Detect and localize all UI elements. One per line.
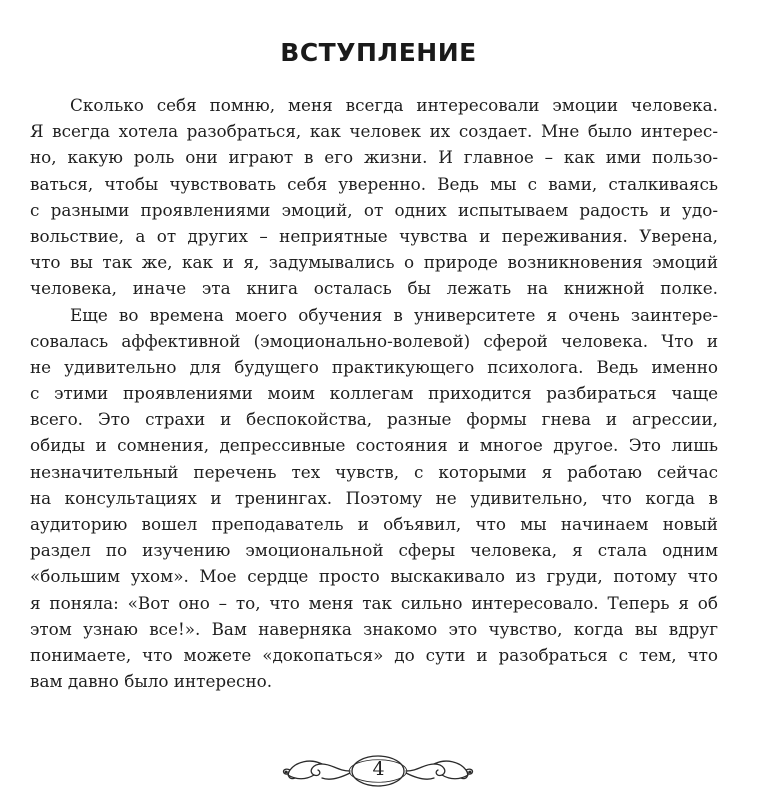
text-line: с этими проявлениями моим коллегам приходится разбираться чаще — [30, 383, 718, 404]
text-line: аудиторию вошел преподаватель и объявил, что мы начинаем новый — [30, 514, 718, 534]
text-line: ваться, чтобы чувствовать себя уверенно. Ведь мы с вами, сталкиваясь — [30, 173, 718, 194]
text-line: не удивительно для будущего практикующего психолога. Ведь именно — [30, 356, 718, 377]
page-number: 4 — [372, 758, 385, 780]
text-line: Я всегда хотела разобраться, как человек их создает. Мне было интерес- — [30, 121, 718, 142]
text-line: вольствие, а от других – неприятные чувства и переживания. Уверена, — [30, 225, 718, 246]
paragraph-2 — [30, 302, 718, 695]
text-line: всего. Это страхи и беспокойства, разные формы гнева и агрессии, — [30, 409, 718, 430]
chapter-title: ВСТУПЛЕНИЕ — [280, 38, 477, 67]
text-line: обиды и сомнения, депрессивные состояния и многое другое. Это лишь — [30, 435, 718, 456]
text-line: на консультациях и тренингах. Поэтому не удивительно, что когда в — [30, 487, 718, 508]
text-line: незначительный перечень тех чувств, с которыми я работаю сейчас — [30, 461, 718, 482]
text-line: вам давно было интересно. — [30, 671, 273, 692]
text-line: этом узнаю все!». Вам наверняка знакомо это чувство, когда вы вдруг — [30, 618, 718, 639]
text-line: раздел по изучению эмоциональной сферы человека, я стала одним — [30, 540, 718, 561]
text-line: с разными проявлениями эмоций, от одних испытываем радость и удо- — [30, 199, 718, 220]
body-text — [30, 92, 718, 694]
page-footer — [0, 748, 757, 798]
text-line: понимаете, что можете «докопаться» до сути и разобраться с тем, что — [30, 644, 718, 665]
text-line: что вы так же, как и я, задумывались о природе возникновения эмоций — [30, 252, 718, 273]
text-line: совалась аффективной (эмоционально-волевой) сферой человека. Что и — [30, 330, 718, 351]
text-line: Еще во времена моего обучения в университете я очень заинтере- — [70, 304, 718, 325]
text-line: Сколько себя помню, меня всегда интересовали эмоции человека. — [70, 95, 718, 115]
text-line: «большим ухом». Мое сердце просто выскакивало из груди, потому что — [30, 566, 718, 587]
text-line: я поняла: «Вот оно – то, что меня так сильно интересовало. Теперь я об — [30, 592, 718, 613]
text-line: человека, иначе эта книга осталась бы лежать на книжной полке. — [30, 278, 718, 299]
text-line: но, какую роль они играют в его жизни. И главное – как ими пользо- — [30, 147, 718, 168]
paragraph-1 — [30, 92, 718, 302]
